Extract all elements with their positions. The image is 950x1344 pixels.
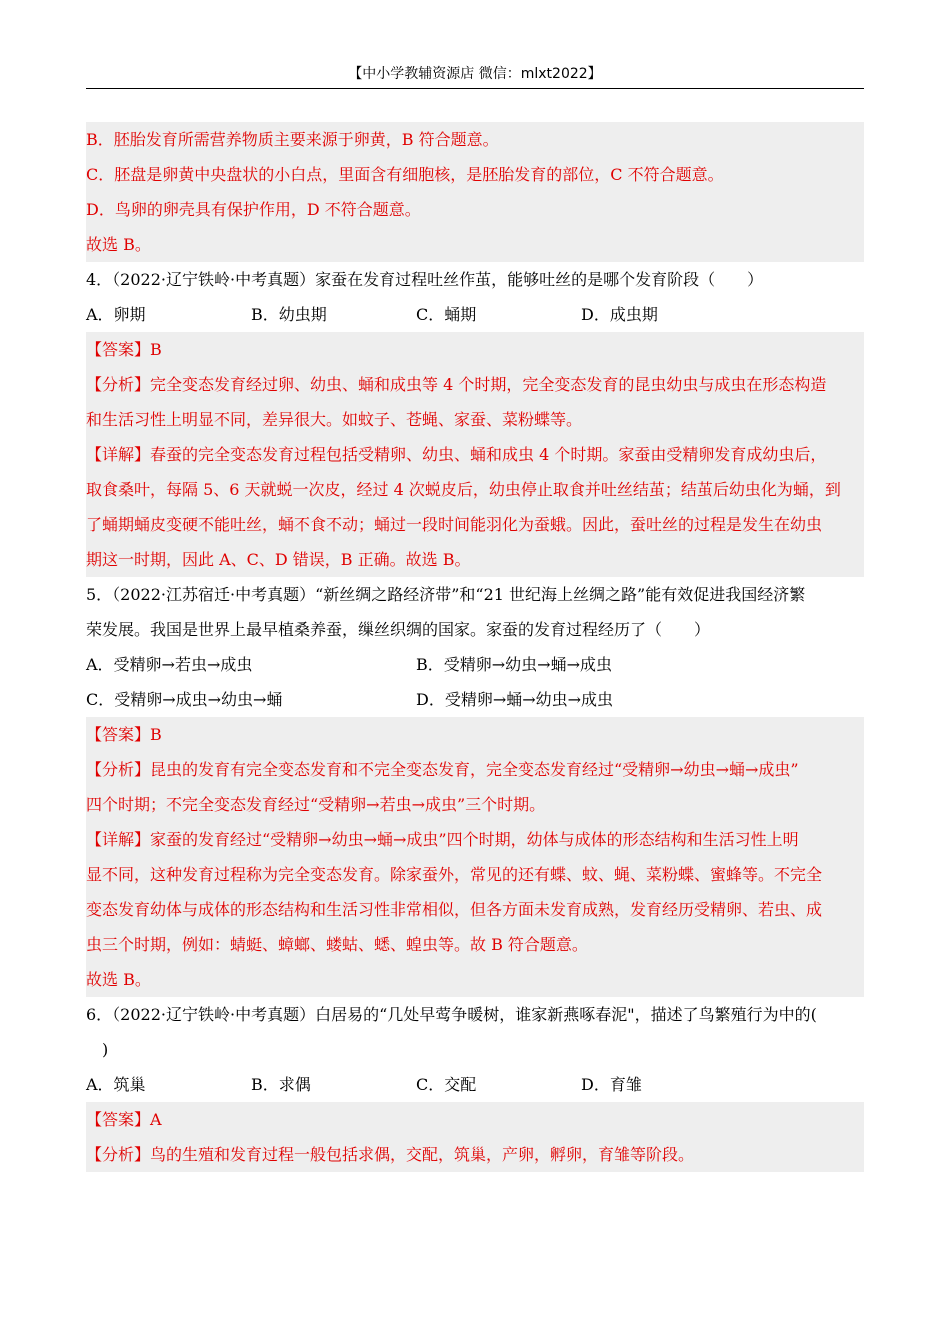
option-c: C．受精卵→成虫→幼虫→蛹	[86, 690, 283, 709]
answer-line: 【答案】B	[86, 340, 162, 359]
question-4-solution	[86, 332, 864, 577]
analysis-line: 四个时期；不完全变态发育经过“受精卵→若虫→成虫”三个时期。	[86, 795, 546, 814]
option-c: C．蛹期	[416, 305, 477, 324]
analysis-line: 【分析】鸟的生殖和发育过程一般包括求偶，交配，筑巢，产卵，孵卵，育雏等阶段。	[86, 1145, 695, 1164]
question-5-options-row-1	[86, 647, 864, 682]
question-6-solution	[86, 1102, 864, 1172]
question-4-stem: 4．（2022·辽宁铁岭·中考真题）家蚕在发育过程吐丝作茧，能够吐丝的是哪个发育阶段（ ）	[86, 270, 764, 289]
option-a: A．筑巢	[86, 1075, 146, 1094]
question-5-solution	[86, 717, 864, 997]
question-5-stem: 5．（2022·江苏宿迁·中考真题）“新丝绸之路经济带”和“21 世纪海上丝绸之路”能有效促进我国经济繁	[86, 585, 806, 604]
question-4-options	[86, 297, 864, 332]
answer-line: 【答案】A	[86, 1110, 162, 1129]
option-d: D．育雏	[581, 1075, 642, 1094]
detail-line: 了蛹期蛹皮变硬不能吐丝，蛹不食不动；蛹过一段时间能羽化为蚕蛾。因此，蚕吐丝的过程是发生在幼虫	[86, 515, 823, 534]
option-b: B．受精卵→幼虫→蛹→成虫	[416, 655, 612, 674]
option-b: B．求偶	[251, 1075, 311, 1094]
explanation-line: D．鸟卵的卵壳具有保护作用，D 不符合题意。	[86, 200, 421, 219]
conclusion-line: 故选 B。	[86, 970, 151, 989]
question-6-stem: )	[102, 1040, 109, 1059]
detail-line: 虫三个时期，例如：蜻蜓、蟑螂、蝼蛄、蟋、蝗虫等。故 B 符合题意。	[86, 935, 588, 954]
detail-line: 显不同，这种发育过程称为完全变态发育。除家蚕外，常见的还有蝶、蚊、蝇、菜粉蝶、蜜蜂等。不完全	[86, 865, 823, 884]
previous-explanation	[86, 122, 864, 262]
detail-line: 变态发育幼体与成体的形态结构和生活习性非常相似，但各方面未发育成熟，发育经历受精卵、若虫、成	[86, 900, 823, 919]
header-text: 【中小学教辅资源店 微信：mlxt2022】	[348, 66, 602, 82]
option-a: A．受精卵→若虫→成虫	[86, 655, 253, 674]
document-body	[86, 122, 864, 1172]
explanation-line: 故选 B。	[86, 235, 151, 254]
detail-line: 取食桑叶，每隔 5、6 天就蜕一次皮，经过 4 次蜕皮后，幼虫停止取食并吐丝结茧；结茧后幼虫化为蛹，到	[86, 480, 841, 499]
question-6-stem: 6．（2022·辽宁铁岭·中考真题）白居易的“几处早莺争暖树，谁家新燕啄春泥"，描述了鸟繁殖行为中的(	[86, 1005, 817, 1024]
explanation-line: B．胚胎发育所需营养物质主要来源于卵黄，B 符合题意。	[86, 130, 499, 149]
analysis-line: 【分析】昆虫的发育有完全变态发育和不完全变态发育，完全变态发育经过“受精卵→幼虫→蛹→成虫”	[86, 760, 799, 779]
option-c: C．交配	[416, 1075, 477, 1094]
option-a: A．卵期	[86, 305, 146, 324]
question-6-options	[86, 1067, 864, 1102]
option-d: D．受精卵→蛹→幼虫→成虫	[416, 690, 614, 709]
option-b: B．幼虫期	[251, 305, 327, 324]
explanation-line: C．胚盘是卵黄中央盘状的小白点，里面含有细胞核，是胚胎发育的部位，C 不符合题意。	[86, 165, 724, 184]
detail-line: 【详解】春蚕的完全变态发育过程包括受精卵、幼虫、蛹和成虫 4 个时期。家蚕由受精卵发育成幼虫后，	[86, 445, 827, 464]
question-5-options-row-2	[86, 682, 864, 717]
analysis-line: 和生活习性上明显不同，差异很大。如蚊子、苍蝇、家蚕、菜粉蝶等。	[86, 410, 583, 429]
answer-line: 【答案】B	[86, 725, 162, 744]
analysis-line: 【分析】完全变态发育经过卵、幼虫、蛹和成虫等 4 个时期，完全变态发育的昆虫幼虫与成虫在形态构造	[86, 375, 827, 394]
detail-line: 【详解】家蚕的发育经过“受精卵→幼虫→蛹→成虫”四个时期，幼体与成体的形态结构和生活习性上明	[86, 830, 799, 849]
question-5-stem: 荣发展。我国是世界上最早植桑养蚕，缫丝织绸的国家。家蚕的发育过程经历了（ ）	[86, 620, 711, 639]
detail-line: 期这一时期，因此 A、C、D 错误，B 正确。故选 B。	[86, 550, 471, 569]
page-header	[86, 64, 864, 89]
option-d: D．成虫期	[581, 305, 658, 324]
